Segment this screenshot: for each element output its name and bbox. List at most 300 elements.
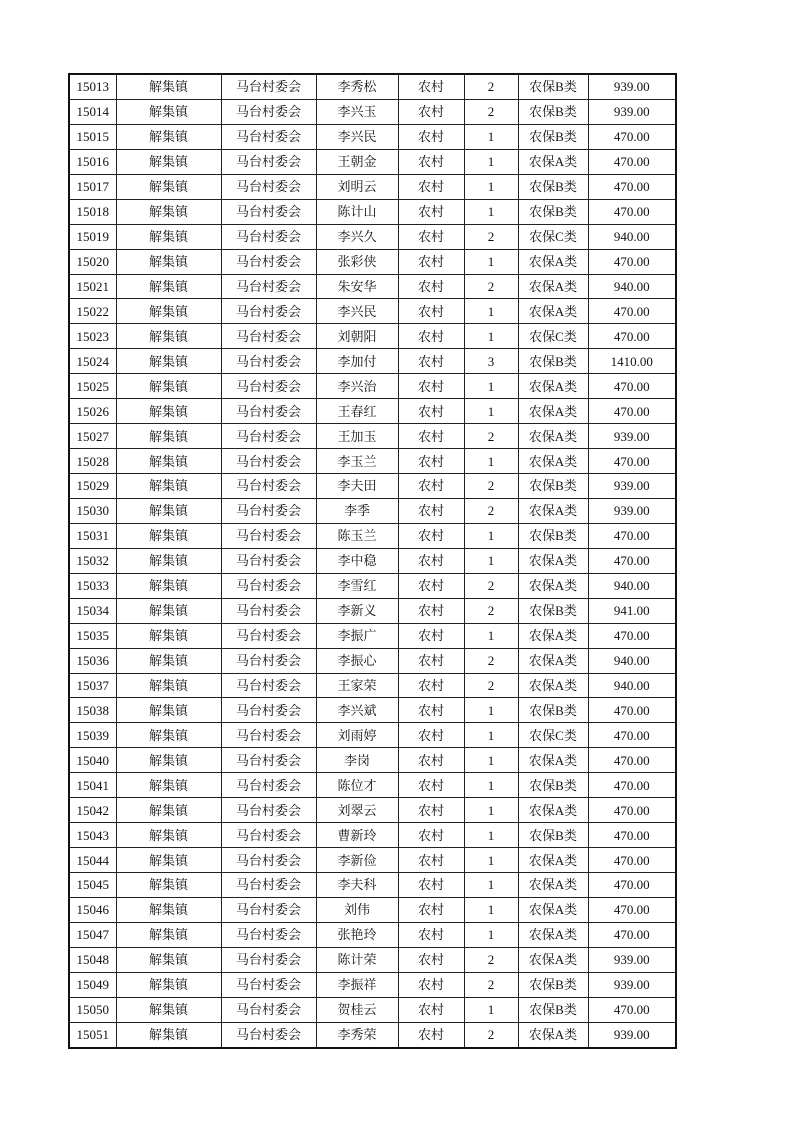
- village-cell: 马台村委会: [221, 99, 316, 124]
- insurance-category-cell: 农保A类: [518, 798, 588, 823]
- village-cell: 马台村委会: [221, 648, 316, 673]
- member-count-cell: 1: [464, 149, 518, 174]
- town-cell: 解集镇: [116, 798, 221, 823]
- person-name-cell: 刘朝阳: [316, 324, 398, 349]
- table-row: [69, 523, 676, 548]
- town-cell: 解集镇: [116, 922, 221, 947]
- insurance-category-cell: 农保B类: [518, 972, 588, 997]
- town-cell: 解集镇: [116, 523, 221, 548]
- table-row: [69, 773, 676, 798]
- person-name-cell: 李夫田: [316, 474, 398, 499]
- insurance-category-cell: 农保A类: [518, 897, 588, 922]
- row-id-cell: 15034: [69, 598, 116, 623]
- insurance-category-cell: 农保A类: [518, 573, 588, 598]
- benefit-table: [68, 73, 677, 1049]
- village-cell: 马台村委会: [221, 873, 316, 898]
- member-count-cell: 1: [464, 922, 518, 947]
- table-row: [69, 199, 676, 224]
- table-row: [69, 922, 676, 947]
- person-name-cell: 陈计荣: [316, 947, 398, 972]
- insurance-category-cell: 农保B类: [518, 523, 588, 548]
- household-type-cell: 农村: [398, 798, 464, 823]
- amount-cell: 939.00: [588, 1022, 676, 1047]
- amount-cell: 470.00: [588, 149, 676, 174]
- table-row: [69, 623, 676, 648]
- row-id-cell: 15016: [69, 149, 116, 174]
- amount-cell: 470.00: [588, 449, 676, 474]
- row-id-cell: 15038: [69, 698, 116, 723]
- person-name-cell: 王春红: [316, 399, 398, 424]
- table-row: [69, 897, 676, 922]
- row-id-cell: 15050: [69, 997, 116, 1022]
- town-cell: 解集镇: [116, 249, 221, 274]
- amount-cell: 470.00: [588, 299, 676, 324]
- amount-cell: 939.00: [588, 424, 676, 449]
- row-id-cell: 15039: [69, 723, 116, 748]
- household-type-cell: 农村: [398, 598, 464, 623]
- table-row: [69, 149, 676, 174]
- town-cell: 解集镇: [116, 823, 221, 848]
- household-type-cell: 农村: [398, 947, 464, 972]
- household-type-cell: 农村: [398, 224, 464, 249]
- village-cell: 马台村委会: [221, 324, 316, 349]
- amount-cell: 940.00: [588, 274, 676, 299]
- village-cell: 马台村委会: [221, 349, 316, 374]
- town-cell: 解集镇: [116, 224, 221, 249]
- insurance-category-cell: 农保A类: [518, 748, 588, 773]
- amount-cell: 470.00: [588, 873, 676, 898]
- row-id-cell: 15028: [69, 449, 116, 474]
- town-cell: 解集镇: [116, 498, 221, 523]
- member-count-cell: 1: [464, 723, 518, 748]
- insurance-category-cell: 农保A类: [518, 623, 588, 648]
- insurance-category-cell: 农保A类: [518, 1022, 588, 1047]
- village-cell: 马台村委会: [221, 773, 316, 798]
- village-cell: 马台村委会: [221, 823, 316, 848]
- insurance-category-cell: 农保B类: [518, 598, 588, 623]
- household-type-cell: 农村: [398, 748, 464, 773]
- table-row: [69, 399, 676, 424]
- household-type-cell: 农村: [398, 474, 464, 499]
- member-count-cell: 2: [464, 1022, 518, 1047]
- member-count-cell: 2: [464, 573, 518, 598]
- village-cell: 马台村委会: [221, 424, 316, 449]
- person-name-cell: 王家荣: [316, 673, 398, 698]
- row-id-cell: 15037: [69, 673, 116, 698]
- amount-cell: 470.00: [588, 922, 676, 947]
- town-cell: 解集镇: [116, 947, 221, 972]
- town-cell: 解集镇: [116, 873, 221, 898]
- member-count-cell: 1: [464, 823, 518, 848]
- household-type-cell: 农村: [398, 174, 464, 199]
- insurance-category-cell: 农保B类: [518, 773, 588, 798]
- village-cell: 马台村委会: [221, 124, 316, 149]
- amount-cell: 470.00: [588, 773, 676, 798]
- person-name-cell: 李中稳: [316, 548, 398, 573]
- row-id-cell: 15043: [69, 823, 116, 848]
- person-name-cell: 李振广: [316, 623, 398, 648]
- table-row: [69, 873, 676, 898]
- insurance-category-cell: 农保B类: [518, 997, 588, 1022]
- household-type-cell: 农村: [398, 997, 464, 1022]
- village-cell: 马台村委会: [221, 922, 316, 947]
- village-cell: 马台村委会: [221, 748, 316, 773]
- village-cell: 马台村委会: [221, 299, 316, 324]
- table-row: [69, 274, 676, 299]
- insurance-category-cell: 农保B类: [518, 698, 588, 723]
- amount-cell: 940.00: [588, 673, 676, 698]
- row-id-cell: 15022: [69, 299, 116, 324]
- town-cell: 解集镇: [116, 124, 221, 149]
- insurance-category-cell: 农保A类: [518, 848, 588, 873]
- person-name-cell: 朱安华: [316, 274, 398, 299]
- village-cell: 马台村委会: [221, 897, 316, 922]
- village-cell: 马台村委会: [221, 673, 316, 698]
- person-name-cell: 李振祥: [316, 972, 398, 997]
- household-type-cell: 农村: [398, 623, 464, 648]
- village-cell: 马台村委会: [221, 174, 316, 199]
- household-type-cell: 农村: [398, 99, 464, 124]
- household-type-cell: 农村: [398, 848, 464, 873]
- town-cell: 解集镇: [116, 74, 221, 99]
- member-count-cell: 2: [464, 972, 518, 997]
- member-count-cell: 2: [464, 648, 518, 673]
- table-row: [69, 174, 676, 199]
- village-cell: 马台村委会: [221, 848, 316, 873]
- row-id-cell: 15040: [69, 748, 116, 773]
- village-cell: 马台村委会: [221, 199, 316, 224]
- member-count-cell: 1: [464, 374, 518, 399]
- member-count-cell: 1: [464, 174, 518, 199]
- town-cell: 解集镇: [116, 648, 221, 673]
- member-count-cell: 1: [464, 548, 518, 573]
- row-id-cell: 15019: [69, 224, 116, 249]
- village-cell: 马台村委会: [221, 249, 316, 274]
- town-cell: 解集镇: [116, 972, 221, 997]
- household-type-cell: 农村: [398, 249, 464, 274]
- member-count-cell: 1: [464, 798, 518, 823]
- person-name-cell: 李兴玉: [316, 99, 398, 124]
- person-name-cell: 李加付: [316, 349, 398, 374]
- town-cell: 解集镇: [116, 573, 221, 598]
- insurance-category-cell: 农保B类: [518, 474, 588, 499]
- table-row: [69, 598, 676, 623]
- person-name-cell: 李兴治: [316, 374, 398, 399]
- amount-cell: 939.00: [588, 972, 676, 997]
- village-cell: 马台村委会: [221, 399, 316, 424]
- household-type-cell: 农村: [398, 324, 464, 349]
- household-type-cell: 农村: [398, 548, 464, 573]
- person-name-cell: 刘雨婷: [316, 723, 398, 748]
- household-type-cell: 农村: [398, 573, 464, 598]
- amount-cell: 470.00: [588, 174, 676, 199]
- insurance-category-cell: 农保A类: [518, 424, 588, 449]
- row-id-cell: 15020: [69, 249, 116, 274]
- household-type-cell: 农村: [398, 299, 464, 324]
- amount-cell: 470.00: [588, 748, 676, 773]
- person-name-cell: 李玉兰: [316, 449, 398, 474]
- row-id-cell: 15024: [69, 349, 116, 374]
- person-name-cell: 李振心: [316, 648, 398, 673]
- household-type-cell: 农村: [398, 374, 464, 399]
- village-cell: 马台村委会: [221, 997, 316, 1022]
- member-count-cell: 1: [464, 698, 518, 723]
- member-count-cell: 2: [464, 474, 518, 499]
- household-type-cell: 农村: [398, 972, 464, 997]
- household-type-cell: 农村: [398, 698, 464, 723]
- amount-cell: 939.00: [588, 74, 676, 99]
- table-row: [69, 449, 676, 474]
- town-cell: 解集镇: [116, 897, 221, 922]
- table-row: [69, 698, 676, 723]
- amount-cell: 940.00: [588, 224, 676, 249]
- member-count-cell: 3: [464, 349, 518, 374]
- person-name-cell: 刘明云: [316, 174, 398, 199]
- insurance-category-cell: 农保C类: [518, 224, 588, 249]
- insurance-category-cell: 农保A类: [518, 274, 588, 299]
- town-cell: 解集镇: [116, 598, 221, 623]
- town-cell: 解集镇: [116, 548, 221, 573]
- household-type-cell: 农村: [398, 1022, 464, 1047]
- member-count-cell: 2: [464, 274, 518, 299]
- amount-cell: 470.00: [588, 823, 676, 848]
- member-count-cell: 1: [464, 623, 518, 648]
- member-count-cell: 2: [464, 424, 518, 449]
- amount-cell: 939.00: [588, 947, 676, 972]
- table-row: [69, 947, 676, 972]
- table-body: [69, 74, 676, 1048]
- person-name-cell: 李秀松: [316, 74, 398, 99]
- person-name-cell: 张彩侠: [316, 249, 398, 274]
- person-name-cell: 刘伟: [316, 897, 398, 922]
- amount-cell: 939.00: [588, 474, 676, 499]
- village-cell: 马台村委会: [221, 623, 316, 648]
- table-row: [69, 548, 676, 573]
- member-count-cell: 1: [464, 324, 518, 349]
- person-name-cell: 李兴斌: [316, 698, 398, 723]
- person-name-cell: 贺桂云: [316, 997, 398, 1022]
- insurance-category-cell: 农保B类: [518, 99, 588, 124]
- person-name-cell: 王加玉: [316, 424, 398, 449]
- person-name-cell: 曹新玲: [316, 823, 398, 848]
- row-id-cell: 15013: [69, 74, 116, 99]
- insurance-category-cell: 农保A类: [518, 149, 588, 174]
- row-id-cell: 15030: [69, 498, 116, 523]
- household-type-cell: 农村: [398, 149, 464, 174]
- village-cell: 马台村委会: [221, 74, 316, 99]
- town-cell: 解集镇: [116, 474, 221, 499]
- member-count-cell: 2: [464, 598, 518, 623]
- amount-cell: 470.00: [588, 124, 676, 149]
- amount-cell: 470.00: [588, 698, 676, 723]
- table-row: [69, 249, 676, 274]
- town-cell: 解集镇: [116, 623, 221, 648]
- table-row: [69, 224, 676, 249]
- table-row: [69, 124, 676, 149]
- member-count-cell: 1: [464, 773, 518, 798]
- village-cell: 马台村委会: [221, 972, 316, 997]
- member-count-cell: 2: [464, 74, 518, 99]
- amount-cell: 470.00: [588, 523, 676, 548]
- member-count-cell: 1: [464, 848, 518, 873]
- person-name-cell: 李雪红: [316, 573, 398, 598]
- amount-cell: 470.00: [588, 848, 676, 873]
- member-count-cell: 1: [464, 897, 518, 922]
- village-cell: 马台村委会: [221, 224, 316, 249]
- member-count-cell: 1: [464, 249, 518, 274]
- person-name-cell: 陈位才: [316, 773, 398, 798]
- row-id-cell: 15025: [69, 374, 116, 399]
- household-type-cell: 农村: [398, 897, 464, 922]
- village-cell: 马台村委会: [221, 573, 316, 598]
- row-id-cell: 15015: [69, 124, 116, 149]
- town-cell: 解集镇: [116, 274, 221, 299]
- table-row: [69, 99, 676, 124]
- amount-cell: 470.00: [588, 623, 676, 648]
- member-count-cell: 1: [464, 523, 518, 548]
- person-name-cell: 陈计山: [316, 199, 398, 224]
- person-name-cell: 李季: [316, 498, 398, 523]
- row-id-cell: 15045: [69, 873, 116, 898]
- amount-cell: 940.00: [588, 648, 676, 673]
- person-name-cell: 李兴民: [316, 299, 398, 324]
- town-cell: 解集镇: [116, 174, 221, 199]
- table-row: [69, 1022, 676, 1047]
- table-row: [69, 823, 676, 848]
- table-row: [69, 748, 676, 773]
- row-id-cell: 15036: [69, 648, 116, 673]
- row-id-cell: 15046: [69, 897, 116, 922]
- amount-cell: 1410.00: [588, 349, 676, 374]
- person-name-cell: 陈玉兰: [316, 523, 398, 548]
- table-row: [69, 324, 676, 349]
- household-type-cell: 农村: [398, 823, 464, 848]
- insurance-category-cell: 农保A类: [518, 922, 588, 947]
- row-id-cell: 15048: [69, 947, 116, 972]
- amount-cell: 470.00: [588, 897, 676, 922]
- household-type-cell: 农村: [398, 523, 464, 548]
- village-cell: 马台村委会: [221, 474, 316, 499]
- village-cell: 马台村委会: [221, 274, 316, 299]
- member-count-cell: 1: [464, 199, 518, 224]
- amount-cell: 939.00: [588, 498, 676, 523]
- household-type-cell: 农村: [398, 498, 464, 523]
- person-name-cell: 张艳玲: [316, 922, 398, 947]
- insurance-category-cell: 农保A类: [518, 399, 588, 424]
- household-type-cell: 农村: [398, 349, 464, 374]
- row-id-cell: 15032: [69, 548, 116, 573]
- town-cell: 解集镇: [116, 349, 221, 374]
- row-id-cell: 15029: [69, 474, 116, 499]
- amount-cell: 939.00: [588, 99, 676, 124]
- member-count-cell: 2: [464, 224, 518, 249]
- person-name-cell: 李新义: [316, 598, 398, 623]
- row-id-cell: 15033: [69, 573, 116, 598]
- table-row: [69, 424, 676, 449]
- town-cell: 解集镇: [116, 997, 221, 1022]
- town-cell: 解集镇: [116, 723, 221, 748]
- row-id-cell: 15051: [69, 1022, 116, 1047]
- insurance-category-cell: 农保B类: [518, 74, 588, 99]
- insurance-category-cell: 农保A类: [518, 449, 588, 474]
- member-count-cell: 1: [464, 873, 518, 898]
- table-row: [69, 474, 676, 499]
- amount-cell: 470.00: [588, 199, 676, 224]
- insurance-category-cell: 农保A类: [518, 673, 588, 698]
- insurance-category-cell: 农保B类: [518, 823, 588, 848]
- person-name-cell: 李秀荣: [316, 1022, 398, 1047]
- table-row: [69, 74, 676, 99]
- insurance-category-cell: 农保A类: [518, 947, 588, 972]
- household-type-cell: 农村: [398, 274, 464, 299]
- person-name-cell: 李夫科: [316, 873, 398, 898]
- amount-cell: 470.00: [588, 399, 676, 424]
- town-cell: 解集镇: [116, 324, 221, 349]
- household-type-cell: 农村: [398, 873, 464, 898]
- table-row: [69, 997, 676, 1022]
- row-id-cell: 15027: [69, 424, 116, 449]
- row-id-cell: 15042: [69, 798, 116, 823]
- table-row: [69, 972, 676, 997]
- member-count-cell: 2: [464, 947, 518, 972]
- insurance-category-cell: 农保B类: [518, 124, 588, 149]
- household-type-cell: 农村: [398, 922, 464, 947]
- member-count-cell: 1: [464, 124, 518, 149]
- row-id-cell: 15049: [69, 972, 116, 997]
- row-id-cell: 15023: [69, 324, 116, 349]
- household-type-cell: 农村: [398, 673, 464, 698]
- amount-cell: 470.00: [588, 723, 676, 748]
- household-type-cell: 农村: [398, 723, 464, 748]
- person-name-cell: 李岗: [316, 748, 398, 773]
- village-cell: 马台村委会: [221, 498, 316, 523]
- town-cell: 解集镇: [116, 149, 221, 174]
- town-cell: 解集镇: [116, 199, 221, 224]
- amount-cell: 470.00: [588, 548, 676, 573]
- insurance-category-cell: 农保B类: [518, 174, 588, 199]
- table-row: [69, 848, 676, 873]
- village-cell: 马台村委会: [221, 723, 316, 748]
- household-type-cell: 农村: [398, 648, 464, 673]
- member-count-cell: 1: [464, 299, 518, 324]
- insurance-category-cell: 农保B类: [518, 349, 588, 374]
- table-row: [69, 798, 676, 823]
- row-id-cell: 15041: [69, 773, 116, 798]
- row-id-cell: 15014: [69, 99, 116, 124]
- insurance-category-cell: 农保A类: [518, 498, 588, 523]
- row-id-cell: 15044: [69, 848, 116, 873]
- amount-cell: 470.00: [588, 997, 676, 1022]
- table-row: [69, 648, 676, 673]
- person-name-cell: 李兴民: [316, 124, 398, 149]
- household-type-cell: 农村: [398, 199, 464, 224]
- member-count-cell: 1: [464, 748, 518, 773]
- person-name-cell: 李新俭: [316, 848, 398, 873]
- village-cell: 马台村委会: [221, 947, 316, 972]
- insurance-category-cell: 农保A类: [518, 873, 588, 898]
- amount-cell: 470.00: [588, 374, 676, 399]
- member-count-cell: 2: [464, 498, 518, 523]
- town-cell: 解集镇: [116, 99, 221, 124]
- insurance-category-cell: 农保A类: [518, 299, 588, 324]
- member-count-cell: 2: [464, 673, 518, 698]
- member-count-cell: 1: [464, 399, 518, 424]
- town-cell: 解集镇: [116, 374, 221, 399]
- town-cell: 解集镇: [116, 1022, 221, 1047]
- village-cell: 马台村委会: [221, 798, 316, 823]
- row-id-cell: 15017: [69, 174, 116, 199]
- amount-cell: 940.00: [588, 573, 676, 598]
